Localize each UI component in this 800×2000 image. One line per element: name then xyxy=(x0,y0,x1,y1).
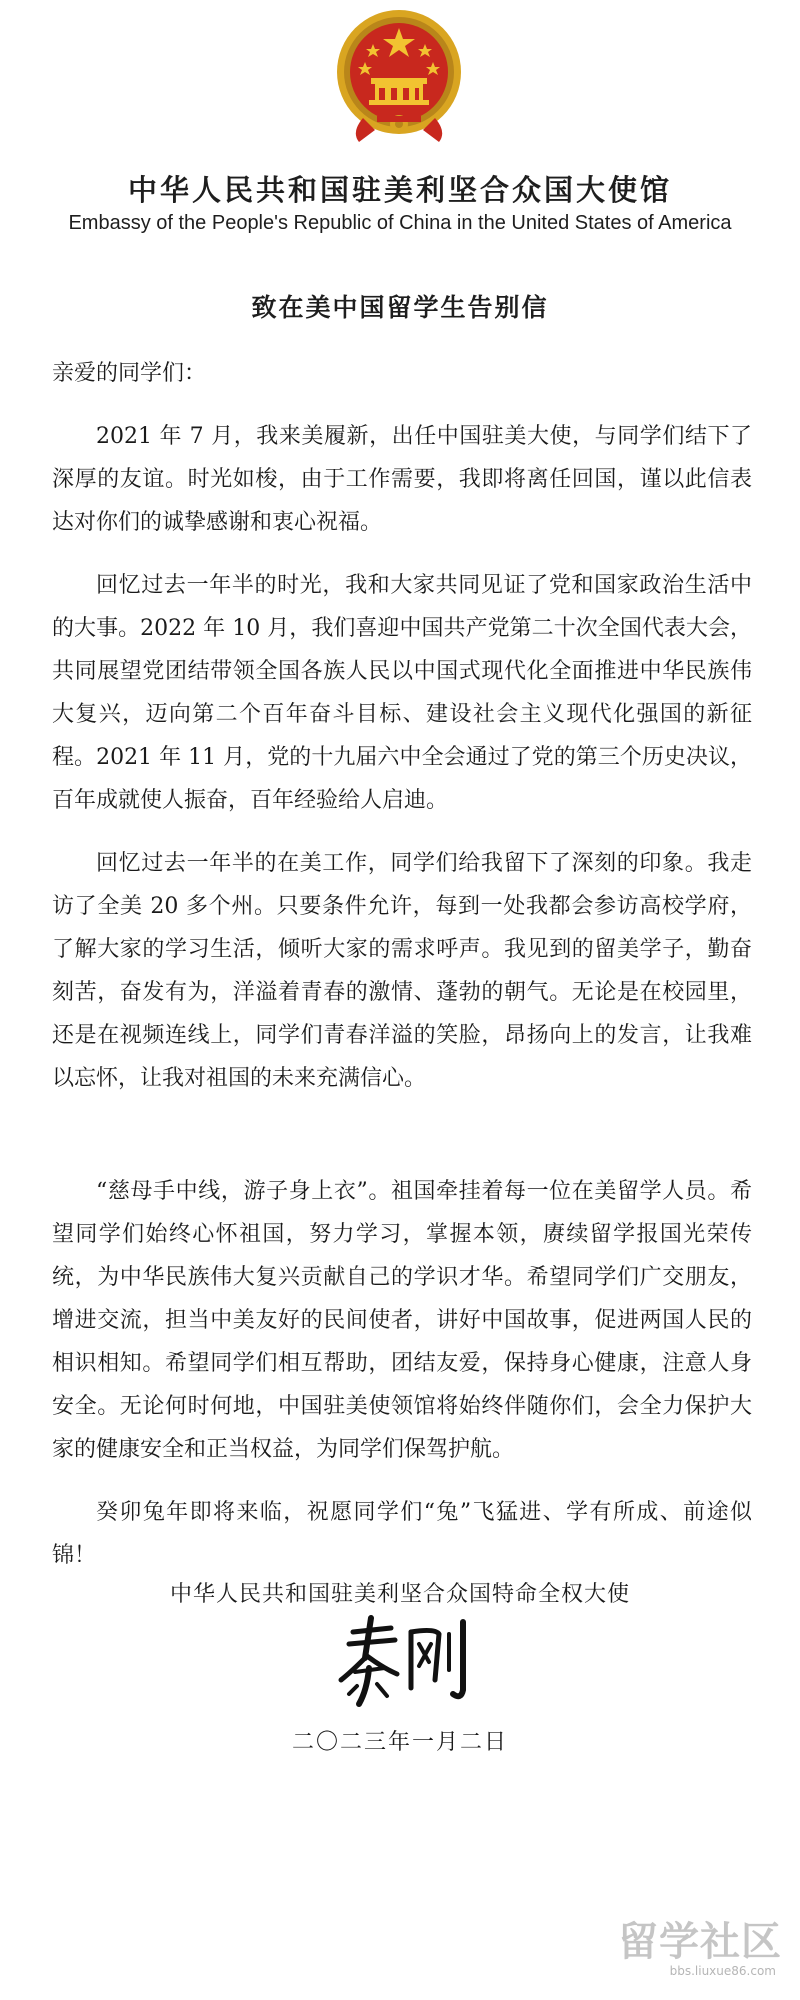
paragraph-2: 回忆过去一年半的时光，我和大家共同见证了党和国家政治生活中的大事。2022 年 10 月，我们喜迎中国共产党第二十次全国代表大会，共同展望党团结带领全国各族人民以中国式现代化全面推进中华民族伟大复兴，迈向第二个百年奋斗目标、建设社会主义现代化强国的新征程。2021 年 11 月，党的十九届六中全会通过了党的第三个历史决议，百年成就使人振奋，百年经验给人启迪。 xyxy=(52,573,752,813)
embassy-name-chinese: 中华人民共和国驻美利坚合众国大使馆 xyxy=(127,173,672,207)
embassy-name-english: Embassy of the People's Republic of China in the United States of America xyxy=(68,212,732,234)
paragraph-5: 癸卯兔年即将来临，祝愿同学们“兔”飞猛进、学有所成、前途似锦！ xyxy=(52,1500,752,1568)
letter-greeting: 亲爱的同学们： xyxy=(52,361,207,386)
paragraph-1: 2021 年 7 月，我来美履新，出任中国驻美大使，与同学们结下了深厚的友谊。时光如梭，由于工作需要，我即将离任回国，谨以此信表达对你们的诚挚感谢和衷心祝福。 xyxy=(52,424,752,535)
handwritten-signature xyxy=(335,1610,475,1710)
national-emblem-icon xyxy=(333,6,465,144)
watermark-url: bbs.liuxue86.com xyxy=(669,1964,776,1978)
watermark-logo-text: 留学社区 xyxy=(618,1919,782,1965)
paragraph-4: “慈母手中线，游子身上衣”。祖国牵挂着每一位在美留学人员。希望同学们始终心怀祖国，努力学习，掌握本领，赓续留学报国光荣传统，为中华民族伟大复兴贡献自己的学识才华。希望同学们广交朋友，增进交流，担当中美友好的民间使者，讲好中国故事，促进两国人民的相识相知。希望同学们相互帮助，团结友爱，保持身心健康，注意人身安全。无论何时何地，中国驻美使领馆将始终伴随你们，会全力保护大家的健康安全和正当权益，为同学们保驾护航。 xyxy=(52,1179,752,1462)
letter-body xyxy=(52,352,752,1597)
sender-title: 中华人民共和国驻美利坚合众国特命全权大使 xyxy=(169,1582,630,1607)
site-watermark xyxy=(592,1920,782,1990)
paragraph-3: 回忆过去一年半的在美工作，同学们给我留下了深刻的印象。我走访了全美 20 多个州。只要条件允许，每到一处我都会参访高校学府，了解大家的学习生活，倾听大家的需求呼声。我见到的留美学子，勤奋刻苦，奋发有为，洋溢着青春的激情、蓬勃的朝气。无论是在校园里，还是在视频连线上，同学们青春洋溢的笑脸，昂扬向上的发言，让我难以忘怀，让我对祖国的未来充满信心。 xyxy=(52,851,752,1091)
letter-title: 致在美中国留学生告别信 xyxy=(251,293,549,322)
letter-date: 二〇二三年一月二日 xyxy=(291,1730,508,1755)
